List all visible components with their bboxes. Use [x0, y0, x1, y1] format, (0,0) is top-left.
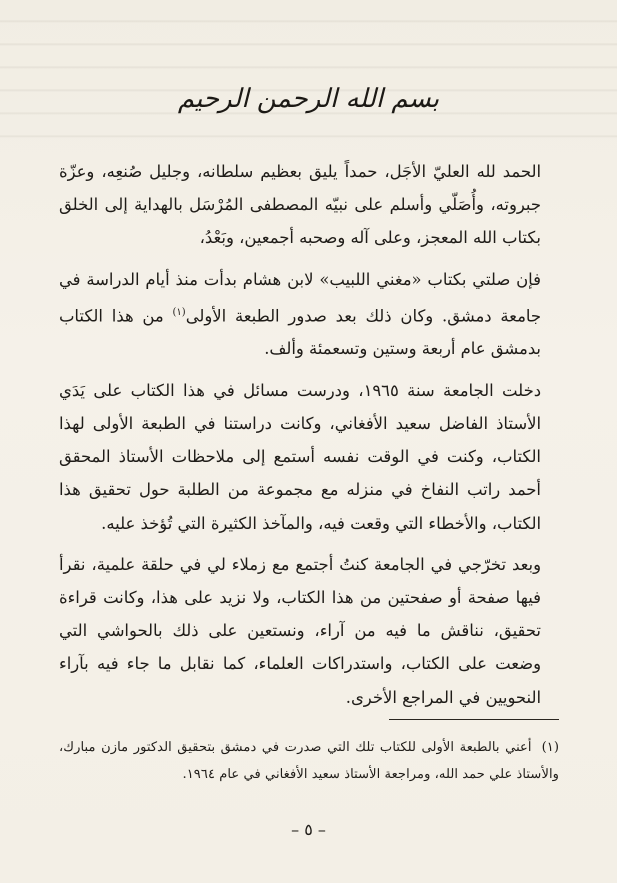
- basmala-heading: بسم الله الرحمن الرحيم: [177, 84, 440, 114]
- paragraph-3: دخلت الجامعة سنة ١٩٦٥، ودرست مسائل في هذا الكتاب على يَدَي الأستاذ الفاضل سعيد الأفغاني، وكانت دراستنا في الطبعة الأولى لهذا الكتاب، وكنت في الوقت نفسه أستمع إلى ملاحظات الأستاذ المحقق أحمد راتب النفاخ في منزله مع مجموعة من الطلبة حول تحقيق هذا الكتاب، والأخطاء التي وقعت فيه، والمآخذ الكثيرة التي تُؤخذ عليه.: [59, 380, 541, 533]
- paragraph-2: [59, 263, 559, 366]
- page-number: – ٥ –: [291, 820, 326, 839]
- paragraph-4: وبعد تخرّجي في الجامعة كنتُ أجتمع مع زملاء لي في حلقة علمية، نقرأ فيها صفحة أو صفحتين من هذا الكتاب، ولا نزيد على هذا، وكانت قراءة تحقيق، نناقش ما فيه من آراء، ونستعين على ذلك بالحواشي التي وضعت على الكتاب، واستدراكات العلماء، كما نقابل ما جاء فيه بآراء النحويين في المراجع الأخرى.: [59, 554, 541, 707]
- footnote-divider: [389, 719, 559, 720]
- footnote-number: (١): [541, 740, 559, 755]
- main-text: [59, 155, 559, 722]
- footnote: [59, 734, 559, 788]
- paragraph-1: الحمد لله العليّ الأجَل، حمداً يليق بعظيم سلطانه، وجليل صُنعِه، وعزّة جبروته، وأُصَلّي وأسلم على نبيّه المصطفى المُرْسَل بالهداية إلى الخلق بكتاب الله المعجز، وعلى آله وصحبه أجمعين، وبَعْدُ،: [59, 162, 541, 248]
- paragraph-2-text: فإن صلتي بكتاب «مغني اللبيب» لابن هشام بدأت منذ أيام الدراسة في جامعة دمشق. وكان ذلك بعد صدور الطبعة الأولى: [59, 269, 541, 326]
- footnote-text: أعني بالطبعة الأولى للكتاب تلك التي صدرت في دمشق بتحقيق الدكتور مازن مبارك، والأستاذ علي حمد الله، ومراجعة الأستاذ سعيد الأفغاني في عام ١٩٦٤.: [59, 740, 559, 782]
- paragraph-2-tail: من هذا الكتاب بدمشق عام أربعة وستين وتسعمئة وألف.: [59, 306, 541, 359]
- footnote-reference[interactable]: (١): [172, 306, 186, 318]
- show-through-text: [0, 0, 617, 140]
